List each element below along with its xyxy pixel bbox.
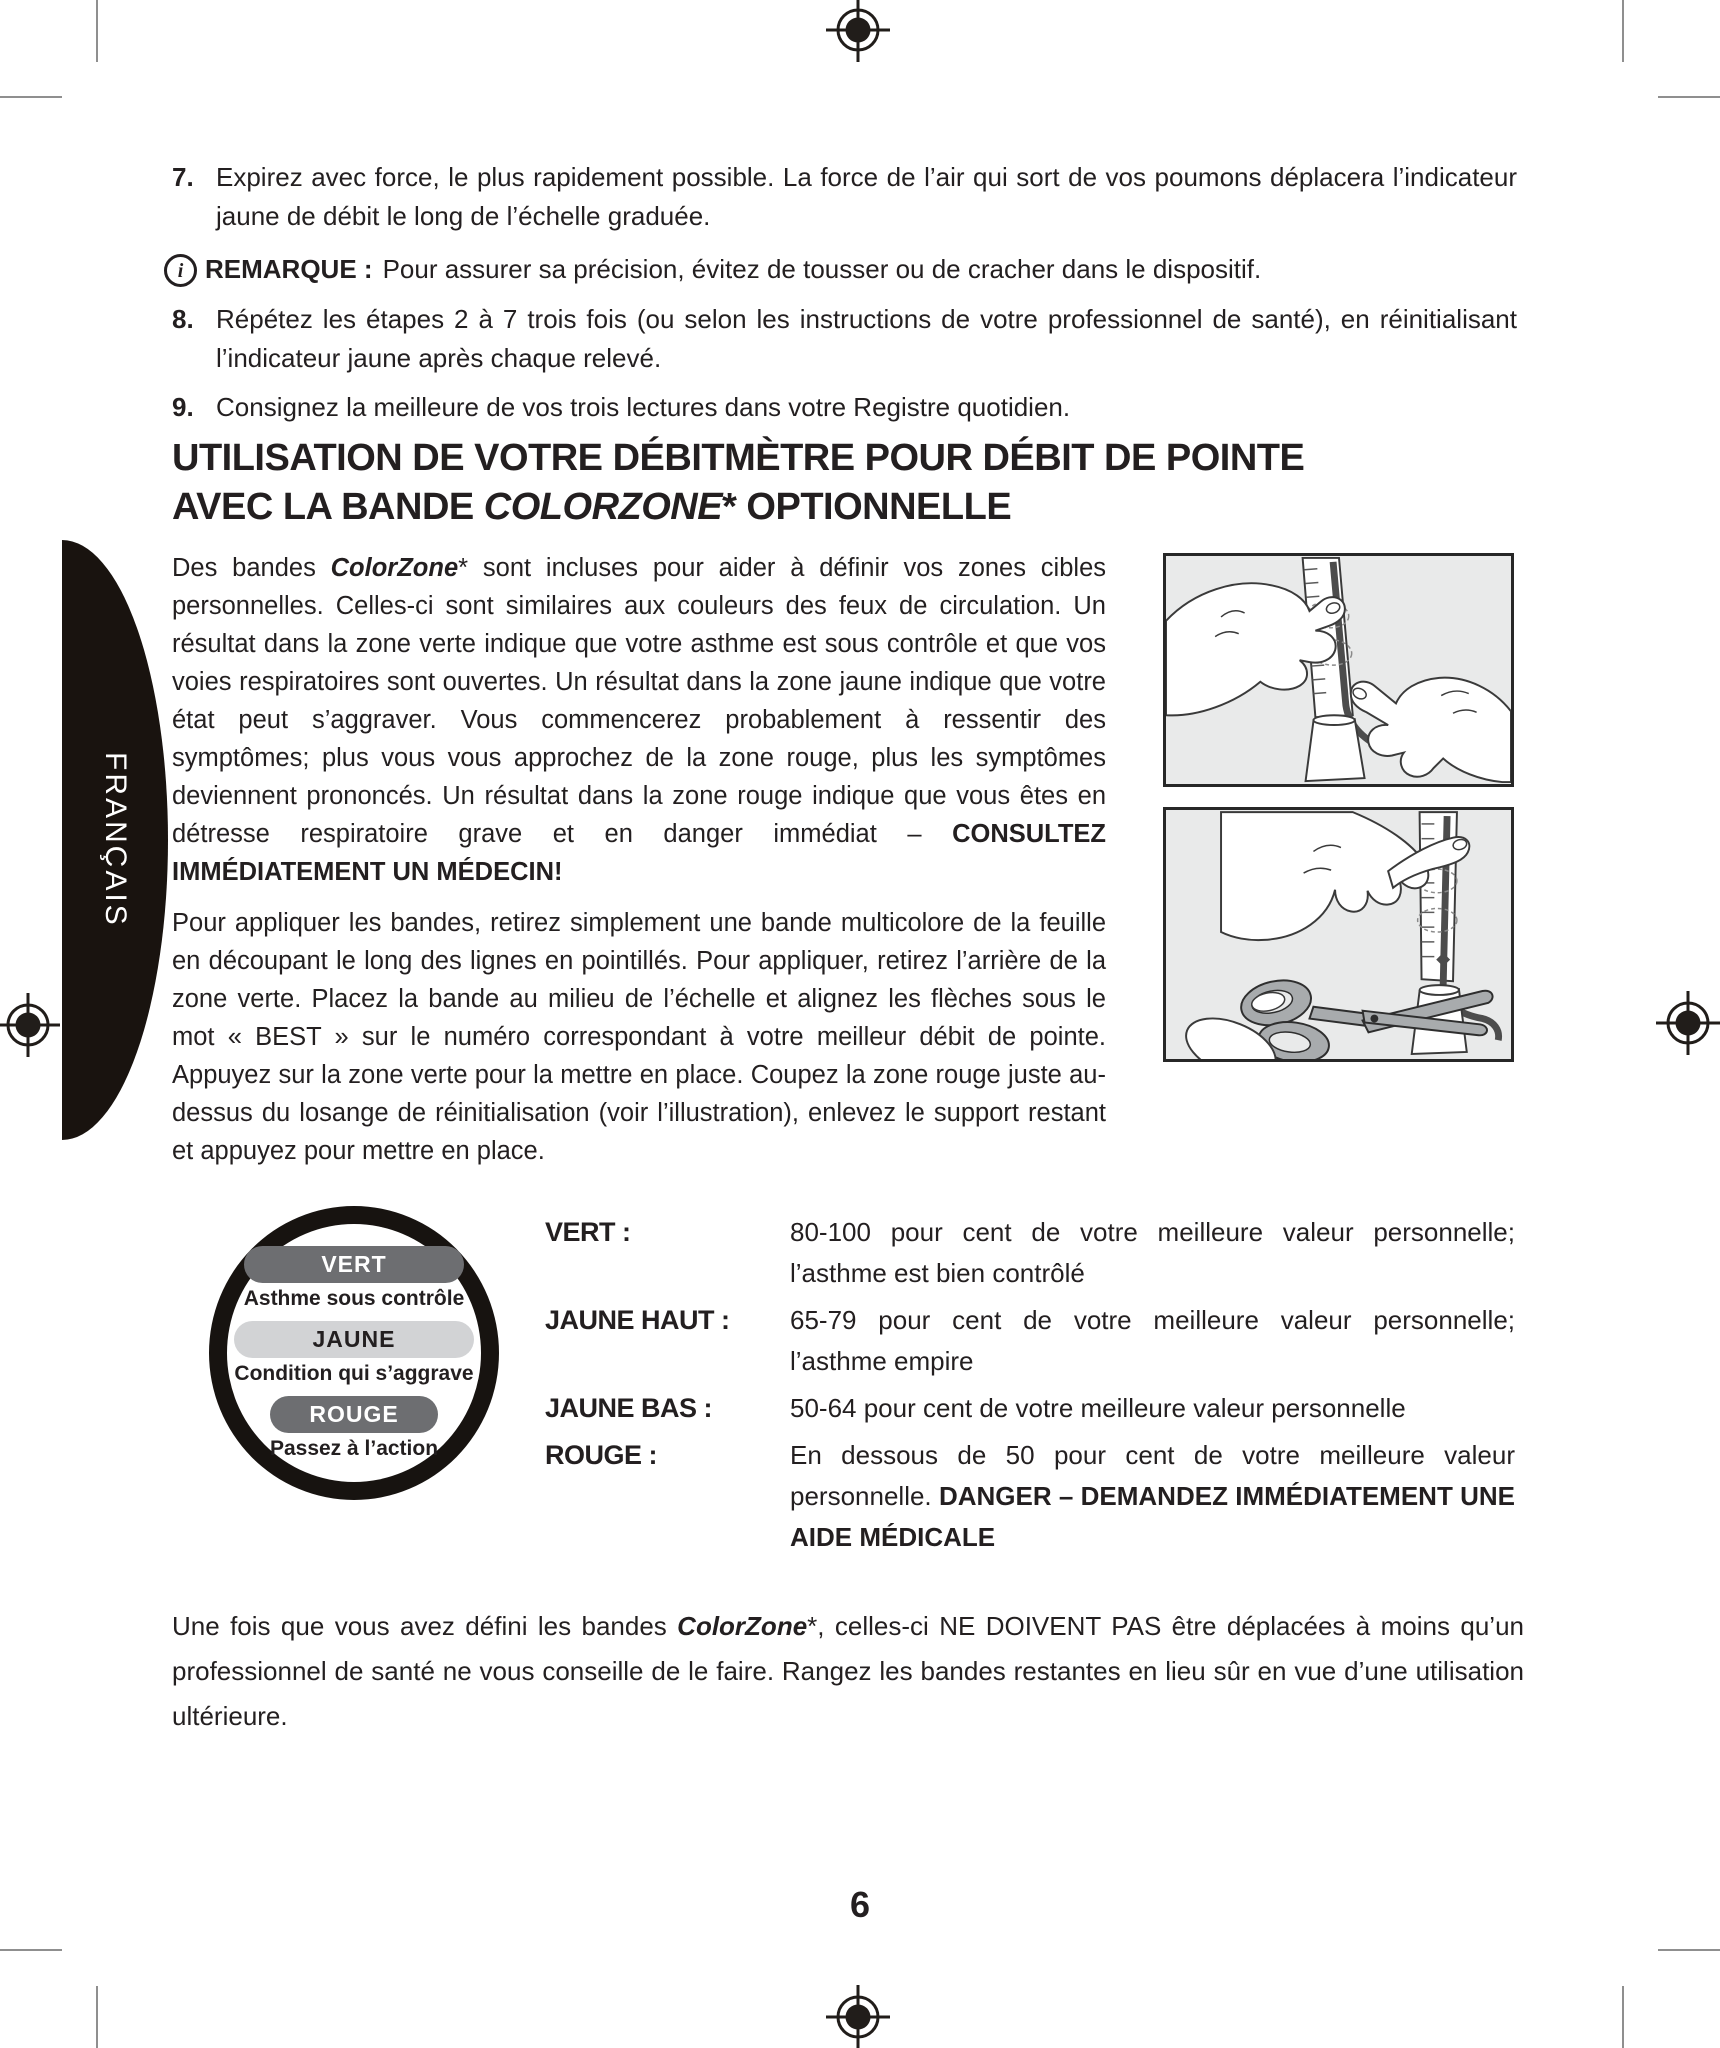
step-text: Consignez la meilleure de vos trois lectures dans votre Registre quotidien. <box>216 392 1071 422</box>
paragraph-text: Une fois que vous avez défini les bandes <box>172 1611 678 1641</box>
zone-caption-vert: Asthme sous contrôle <box>243 1286 465 1310</box>
note-label: REMARQUE : <box>205 254 373 284</box>
zone-definition-row <box>545 1212 1515 1294</box>
crop-mark <box>1622 1986 1624 2048</box>
zone-definition-label: ROUGE : <box>545 1440 658 1470</box>
section-title <box>172 434 1517 532</box>
crop-mark <box>96 0 98 62</box>
page-number: 6 <box>849 1884 871 1925</box>
illustration-cut-band <box>1163 807 1514 1062</box>
zone-definition-row <box>545 1300 1515 1382</box>
zone-definition-text: 50-64 pour cent de votre meilleure valeur personnelle <box>790 1393 1406 1423</box>
registration-mark-icon <box>1656 991 1720 1055</box>
zone-pill-rouge: ROUGE <box>270 1396 438 1433</box>
step-item <box>172 158 1517 236</box>
brand-asterisk: * <box>722 486 737 528</box>
zone-definition-row <box>545 1435 1515 1558</box>
step-item <box>172 388 1517 427</box>
section-title-line2-end: OPTIONNELLE <box>736 486 1012 528</box>
colorzone-brand: ColorZone <box>677 1611 808 1641</box>
step-text: Expirez avec force, le plus rapidement possible. La force de l’air qui sort de vos poumons déplacera l’indicateur jaune de débit le long de l’échelle graduée. <box>216 162 1517 231</box>
paragraph-text: , celles-ci NE DOIVENT PAS être déplacées à moins qu’un professionnel de santé ne vous conseille de le faire. Rangez les bandes restantes en lieu sûr en vue d’une utilisation ultérieure. <box>172 1611 1524 1731</box>
brand-asterisk: * <box>458 554 469 582</box>
illustration-apply-band <box>1163 553 1514 787</box>
danger-warning-text: DANGER – DEMANDEZ IMMÉDIATEMENT UNE AIDE MÉDICALE <box>790 1481 1515 1552</box>
crop-mark <box>0 96 62 98</box>
step-item <box>172 300 1517 378</box>
apply-instructions-paragraph <box>172 904 1106 1170</box>
closing-paragraph <box>172 1604 1524 1739</box>
paragraph-text: Des bandes <box>172 554 331 582</box>
registration-mark-icon <box>0 993 60 1057</box>
note <box>164 250 1517 289</box>
crop-mark <box>96 1986 98 2048</box>
zone-group-jaune <box>234 1321 473 1396</box>
note-text: Pour assurer sa précision, évitez de tousser ou de cracher dans le dispositif. <box>382 254 1262 284</box>
zone-caption-jaune: Condition qui s’aggrave <box>234 1361 474 1385</box>
registration-mark-icon <box>826 1985 890 2048</box>
zone-definitions <box>545 1212 1515 1564</box>
zone-definition-value <box>790 1212 1515 1294</box>
step-text: Répétez les étapes 2 à 7 trois fois (ou selon les instructions de votre professionnel de santé), en réinitialisant l’indicateur jaune après chaque relevé. <box>216 304 1517 373</box>
body-text-column <box>172 549 1106 1183</box>
crop-mark <box>1658 1949 1720 1951</box>
language-tab <box>62 540 168 1140</box>
step-number: 8. <box>172 304 194 334</box>
zone-definition-label: JAUNE BAS : <box>545 1393 713 1423</box>
zone-caption-rouge: Passez à l’action <box>269 1436 439 1460</box>
crop-mark <box>0 1949 62 1951</box>
hands-peak-flow-meter-illustration <box>1166 556 1511 784</box>
zone-group-vert <box>244 1246 465 1321</box>
zone-pill-vert: VERT <box>244 1246 465 1283</box>
step-number: 7. <box>172 162 194 192</box>
zone-group-rouge <box>270 1396 438 1461</box>
registration-mark-icon <box>826 0 890 62</box>
zone-pill-jaune: JAUNE <box>234 1321 473 1358</box>
zone-definition-row <box>545 1388 1515 1429</box>
step-number: 9. <box>172 392 194 422</box>
zone-definition-text: En dessous de 50 pour cent de votre meilleure valeur personnelle. <box>790 1440 1515 1511</box>
language-tab-label: FRANÇAIS <box>99 752 132 928</box>
colorzone-brand: COLORZONE <box>483 486 723 528</box>
colorzone-brand: ColorZone <box>330 554 459 582</box>
zone-definition-value <box>790 1388 1515 1429</box>
emphasis-text: CONSULTEZ IMMÉDIATEMENT UN MÉDECIN! <box>172 820 1106 886</box>
zone-definition-label: JAUNE HAUT : <box>545 1305 730 1335</box>
info-icon: i <box>164 254 197 287</box>
zone-definition-label: VERT : <box>545 1217 631 1247</box>
zone-definition-value <box>790 1300 1515 1382</box>
colorzone-intro-paragraph <box>172 549 1106 891</box>
paragraph-text: Pour appliquer les bandes, retirez simplement une bande multicolore de la feuille en découpant le long des lignes en pointillés. Pour appliquer, retirez l’arrière de la zone verte. Placez la bande au milieu de l’échelle et alignez les flèches sous le mot « BEST » sur le numéro correspondant à votre meilleur débit de pointe. Appuyez sur la zone verte pour la mettre en place. Coupez la zone rouge juste au-dessus du losange de réinitialisation (voir l’illustration), enlevez le support restant et appuyez pour mettre en place. <box>172 909 1106 1165</box>
section-title-line2: AVEC LA BANDE <box>172 486 484 528</box>
zone-legend-circle <box>209 1206 499 1500</box>
scissors-cutting-band-illustration <box>1166 810 1511 1059</box>
zone-definition-text: 80-100 pour cent de votre meilleure valeur personnelle; l’asthme est bien contrôlé <box>790 1217 1515 1288</box>
crop-mark <box>1658 96 1720 98</box>
paragraph-text: sont incluses pour aider à définir vos zones cibles personnelles. Celles-ci sont similaires aux couleurs des feux de circulation. Un résultat dans la zone verte indique que votre asthme est sous contrôle et que vos voies respiratoires sont ouvertes. Un résultat dans la zone jaune indique que votre état peut s’aggraver. Vous commencerez probablement à ressentir des symptômes; plus vous vous approchez de la zone rouge, plus les symptômes deviennent prononcés. Un résultat dans la zone rouge indique que vous êtes en détresse respiratoire grave et en danger immédiat – <box>172 554 1106 848</box>
zone-definition-value <box>790 1435 1515 1558</box>
zone-definition-text: 65-79 pour cent de votre meilleure valeur personnelle; l’asthme empire <box>790 1305 1515 1376</box>
crop-mark <box>1622 0 1624 62</box>
section-title-line1: UTILISATION DE VOTRE DÉBITMÈTRE POUR DÉBIT DE POINTE <box>172 437 1305 479</box>
brand-asterisk: * <box>807 1611 818 1641</box>
